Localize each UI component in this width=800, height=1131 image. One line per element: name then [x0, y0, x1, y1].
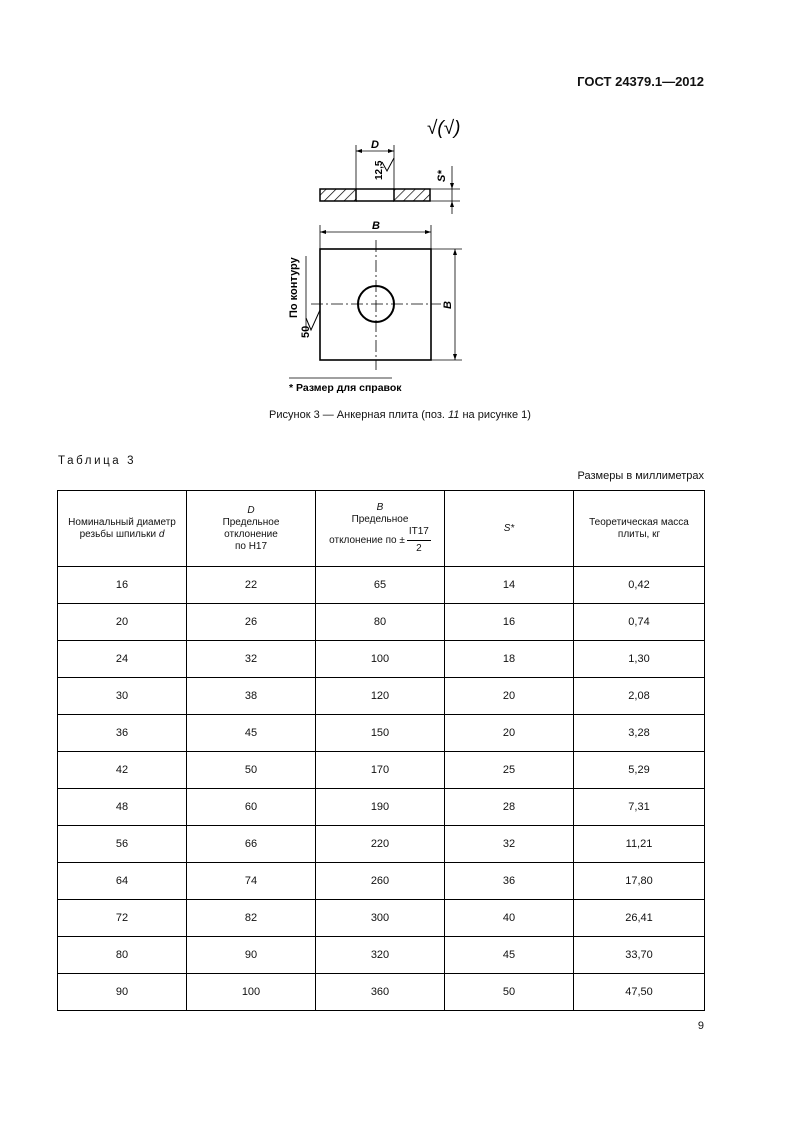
table-cell: 47,50 — [574, 974, 705, 1011]
table-cell: 65 — [316, 567, 445, 604]
table-cell: 60 — [187, 789, 316, 826]
table-cell: 16 — [445, 604, 574, 641]
table-cell: 24 — [58, 641, 187, 678]
table-cell: 360 — [316, 974, 445, 1011]
figure-caption — [0, 409, 800, 421]
table-cell: 90 — [58, 974, 187, 1011]
table-cell: 320 — [316, 937, 445, 974]
table-cell: 150 — [316, 715, 445, 752]
header-text: по Н17 — [234, 540, 268, 552]
table-cell: 20 — [445, 678, 574, 715]
table-cell: 74 — [187, 863, 316, 900]
table-row — [58, 641, 705, 678]
table-cell: 56 — [58, 826, 187, 863]
table-cell: 26,41 — [574, 900, 705, 937]
table-cell: 7,31 — [574, 789, 705, 826]
dim-label-s: S* — [436, 170, 448, 182]
table-cell: 25 — [445, 752, 574, 789]
table-cell: 3,28 — [574, 715, 705, 752]
header-text: Номинальный диаметр — [68, 516, 176, 528]
table-row — [58, 604, 705, 641]
table-cell: 80 — [316, 604, 445, 641]
header-text: Теоретическая масса — [589, 516, 689, 528]
roughness-mark: √(√) — [427, 118, 461, 139]
table-row — [58, 900, 705, 937]
table-cell: 64 — [58, 863, 187, 900]
units-note: Размеры в миллиметрах — [577, 470, 704, 482]
header-symbol: D — [247, 504, 255, 516]
table-cell: 14 — [445, 567, 574, 604]
dim-label-b-side: B — [442, 301, 454, 309]
table-row — [58, 678, 705, 715]
table-cell: 220 — [316, 826, 445, 863]
header-mass — [574, 491, 705, 567]
contour-label: По контуру — [288, 257, 300, 318]
table-cell: 80 — [58, 937, 187, 974]
header-plate-width — [316, 491, 445, 567]
table-row — [58, 789, 705, 826]
table-cell: 20 — [58, 604, 187, 641]
table-cell: 190 — [316, 789, 445, 826]
table-cell: 72 — [58, 900, 187, 937]
header-hole-diameter — [187, 491, 316, 567]
table-cell: 0,42 — [574, 567, 705, 604]
table-cell: 120 — [316, 678, 445, 715]
table-row — [58, 752, 705, 789]
table-cell: 36 — [445, 863, 574, 900]
table-cell: 26 — [187, 604, 316, 641]
table-cell: 82 — [187, 900, 316, 937]
table-cell: 11,21 — [574, 826, 705, 863]
figure-footnote: * Размер для справок — [289, 382, 402, 394]
dim-label-b-top: B — [372, 220, 380, 232]
table-body — [58, 567, 705, 1011]
table-row — [58, 826, 705, 863]
table-cell: 90 — [187, 937, 316, 974]
header-fraction — [407, 526, 431, 555]
table-row — [58, 974, 705, 1011]
header-symbol: S* — [503, 522, 515, 534]
header-text: отклонение — [224, 528, 278, 540]
dim-label-roughness: 12,5 — [374, 160, 385, 180]
table-cell: 30 — [58, 678, 187, 715]
anchor-plate-drawing — [0, 0, 800, 400]
table-cell: 45 — [187, 715, 316, 752]
table-cell: 32 — [445, 826, 574, 863]
table-cell: 48 — [58, 789, 187, 826]
table-cell: 1,30 — [574, 641, 705, 678]
header-text: Предельное — [351, 514, 409, 525]
table-row — [58, 937, 705, 974]
table-row — [58, 567, 705, 604]
header-symbol: d — [158, 528, 165, 540]
header-text: Предельное — [222, 516, 280, 528]
table-cell: 100 — [187, 974, 316, 1011]
standard-code: ГОСТ 24379.1—2012 — [577, 74, 704, 89]
fraction-numerator: IT17 — [407, 526, 431, 541]
table-cell: 50 — [445, 974, 574, 1011]
header-text: отклонение по ± — [329, 535, 405, 547]
caption-position: 11 — [447, 409, 460, 421]
table-cell: 5,29 — [574, 752, 705, 789]
table-cell: 36 — [58, 715, 187, 752]
table-cell: 28 — [445, 789, 574, 826]
header-nominal-diameter — [58, 491, 187, 567]
table-cell: 17,80 — [574, 863, 705, 900]
fraction-denominator: 2 — [416, 543, 422, 554]
table-cell: 260 — [316, 863, 445, 900]
table-cell: 50 — [187, 752, 316, 789]
table-cell: 40 — [445, 900, 574, 937]
header-text: резьбы шпильки — [79, 528, 157, 540]
table-row — [58, 863, 705, 900]
caption-suffix: на рисунке 1) — [459, 409, 531, 421]
table-cell: 45 — [445, 937, 574, 974]
header-symbol: B — [376, 502, 384, 513]
table-row — [58, 715, 705, 752]
table-cell: 32 — [187, 641, 316, 678]
dim-label-d: D — [371, 139, 379, 151]
table-cell: 20 — [445, 715, 574, 752]
header-thickness — [445, 491, 574, 567]
contour-value: 50 — [300, 325, 312, 338]
table-cell: 2,08 — [574, 678, 705, 715]
table-cell: 300 — [316, 900, 445, 937]
dimensions-table — [57, 490, 705, 1011]
page-number: 9 — [697, 1020, 704, 1032]
table-cell: 42 — [58, 752, 187, 789]
caption-prefix: Рисунок 3 — Анкерная плита (поз. — [269, 409, 448, 421]
plan-view — [289, 225, 462, 378]
table-cell: 38 — [187, 678, 316, 715]
table-cell: 16 — [58, 567, 187, 604]
header-text: плиты, кг — [617, 528, 661, 540]
table-cell: 100 — [316, 641, 445, 678]
table-cell: 66 — [187, 826, 316, 863]
table-label: Таблица 3 — [58, 455, 137, 467]
table-cell: 33,70 — [574, 937, 705, 974]
table-cell: 170 — [316, 752, 445, 789]
table-cell: 22 — [187, 567, 316, 604]
table-header-row — [58, 491, 705, 567]
table-cell: 18 — [445, 641, 574, 678]
table-cell: 0,74 — [574, 604, 705, 641]
